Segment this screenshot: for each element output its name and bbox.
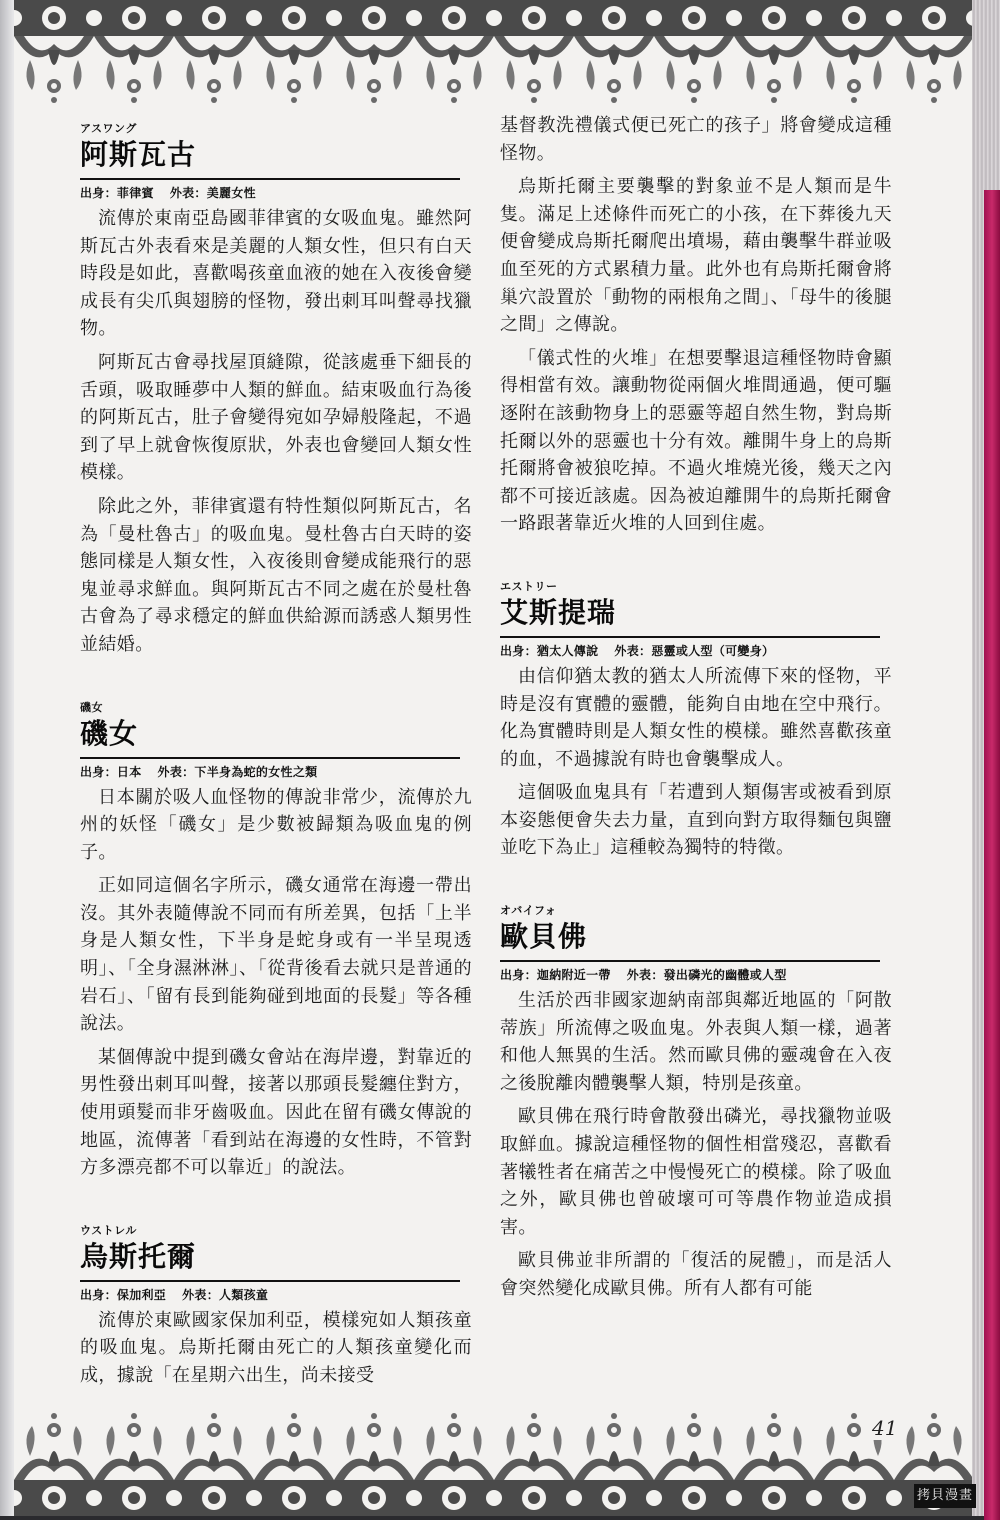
paragraph: 流傳於東南亞島國菲律賓的女吸血鬼。雖然阿斯瓦古外表看來是美麗的人類女性，但只有白天時段是如此，喜歡喝孩童血液的她在入夜後會變成長有尖爪與翅膀的怪物，發出刺耳叫聲尋找獵物。 xyxy=(80,208,472,340)
entry-meta: 出身：迦納附近一帶 外表：發出磷光的幽體或人型 xyxy=(500,968,787,983)
entry-meta: 出身：菲律賓 外表：美麗女性 xyxy=(80,186,256,200)
entry-title: 磯女 xyxy=(80,716,139,750)
entry-isonna xyxy=(80,699,472,1182)
paragraph: 除此之外，菲律賓還有特性類似阿斯瓦古，名為「曼杜魯古」的吸血鬼。曼杜魯古白天時的姿態同樣是人類女性，入夜後則會變成能飛行的惡鬼並尋求鮮血。與阿斯瓦古不同之處在於曼杜魯古會為了尋求穩定的鮮血供給源而誘惑人類男性並結婚。 xyxy=(80,495,472,655)
entry-estrie xyxy=(500,578,892,862)
paragraph: 歐貝佛並非所謂的「復活的屍體」，而是活人會突然變化成歐貝佛。所有人都有可能 xyxy=(500,1250,892,1299)
entry-aswang xyxy=(80,120,472,659)
entry-title: 歐貝佛 xyxy=(500,920,588,954)
appearance-value: 美麗女性 xyxy=(206,186,256,200)
entry-kana: オバイフォ xyxy=(500,904,557,918)
title-rule xyxy=(80,1280,460,1282)
paragraph: 生活於西非國家迦納南部與鄰近地區的「阿散蒂族」所流傳之吸血鬼。外表與人類一樣，過著和他人無異的生活。然而歐貝佛的靈魂會在入夜之後脫離肉體襲擊人類，特別是孩童。 xyxy=(500,990,892,1094)
entry-title: 烏斯托爾 xyxy=(80,1239,197,1273)
origin-value: 日本 xyxy=(116,764,142,779)
title-rule xyxy=(500,960,880,962)
paragraph: 「儀式性的火堆」在想要擊退這種怪物時會顯得相當有效。讓動物從兩個火堆間通過，便可驅逐附在該動物身上的惡靈等超自然生物，對烏斯托爾以外的惡靈也十分有效。離開牛身上的烏斯托爾將會被狼吃掉。不過火堆燒光後，幾天之內都不可接近該處。因為被迫離開牛的烏斯托爾會一路跟著靠近火堆的人回到住處。 xyxy=(500,347,892,535)
title-rule xyxy=(500,636,880,638)
left-column xyxy=(80,120,472,1390)
entry-obayifo xyxy=(500,902,892,1303)
entry-title: 艾斯提瑞 xyxy=(500,595,617,629)
entry-kana: 磯女 xyxy=(80,700,103,714)
paragraph: 日本關於吸人血怪物的傳說非常少，流傳於九州的妖怪「磯女」是少數被歸類為吸血鬼的例子。 xyxy=(80,786,472,863)
paragraph: 流傳於東歐國家保加利亞，模樣宛如人類孩童的吸血鬼。烏斯托爾由死亡的人類孩童變化而成，據說「在星期六出生，尚未接受 xyxy=(80,1309,472,1386)
origin-value: 保加利亞 xyxy=(116,1287,167,1302)
entry-kana: エストリー xyxy=(500,579,558,593)
paragraph: 由信仰猶太教的猶太人所流傳下來的怪物，平時是沒有實體的靈體，能夠自由地在空中飛行。化為實體時則是人類女性的模樣。雖然喜歡孩童的血，不過據說有時也會襲擊成人。 xyxy=(500,665,892,770)
entry-ustrel-continued xyxy=(500,112,892,538)
entry-kana: アスワング xyxy=(80,122,137,135)
paragraph: 正如同這個名字所示，磯女通常在海邊一帶出沒。其外表隨傳說不同而有所差異，包括「上半身是人類女性，下半身是蛇身或有一半呈現透明」、「全身濕淋淋」、「從背後看去就只是普通的岩石」、「留有長到能夠碰到地面的長髮」等各種說法。 xyxy=(80,875,472,1035)
paragraph: 這個吸血鬼具有「若遭到人類傷害或被看到原本姿態便會失去力量，直到向對方取得麵包與鹽並吃下為止」這種較為獨特的特徵。 xyxy=(500,782,892,859)
paragraph: 某個傳說中提到磯女會站在海岸邊，對靠近的男性發出刺耳叫聲，接著以那頭長髮纏住對方，使用頭髮而非牙齒吸血。因此在留有磯女傳說的地區，流傳著「看到站在海邊的女性時，不管對方多漂亮都不可以靠近」的說法。 xyxy=(80,1046,472,1179)
bottom-lace-border xyxy=(14,1404,972,1516)
adjacent-cover xyxy=(984,190,1000,1520)
paragraph: 歐貝佛在飛行時會散發出磷光，尋找獵物並吸取鮮血。據說這種怪物的個性相當殘忍，喜歡看著犧牲者在痛苦之中慢慢死亡的模樣。除了吸血之外，歐貝佛也曾破壞可可等農作物並造成損害。 xyxy=(500,1106,892,1238)
page-number: 41 xyxy=(868,1416,901,1440)
entry-kana: ウストレル xyxy=(80,1223,137,1237)
entry-ustrel xyxy=(80,1222,472,1390)
entry-title: 阿斯瓦古 xyxy=(80,138,197,171)
origin-value: 迦納附近一帶 xyxy=(536,968,611,983)
paragraph: 烏斯托爾主要襲擊的對象並不是人類而是牛隻。滿足上述條件而死亡的小孩，在下葬後九天便會變成烏斯托爾爬出墳場，藉由襲擊牛群並吸血至死的方式累積力量。此外也有烏斯托爾會將巢穴設置於「動物的兩根角之間」、「母牛的後腿之間」之傳說。 xyxy=(500,176,892,336)
appearance-value: 人類孩童 xyxy=(219,1287,269,1302)
page-edge xyxy=(972,0,1000,1516)
origin-value: 猶太人傳說 xyxy=(536,643,599,658)
appearance-value: 發出磷光的幽體或人型 xyxy=(663,968,787,983)
paragraph: 阿斯瓦古會尋找屋頂縫隙，從該處垂下細長的舌頭，吸取睡夢中人類的鮮血。結束吸血行為後的阿斯瓦古，肚子會變得宛如孕婦般隆起，不過到了早上就會恢復原狀，外表也會變回人類女性模樣。 xyxy=(80,351,472,484)
top-lace-border xyxy=(14,0,972,110)
entry-meta: 出身：日本 外表：下半身為蛇的女性之類 xyxy=(80,764,318,779)
appearance-value: 惡靈或人型（可變身） xyxy=(651,643,775,658)
title-rule xyxy=(80,757,460,759)
title-rule xyxy=(80,178,460,180)
right-column xyxy=(500,112,892,1303)
origin-value: 菲律賓 xyxy=(116,186,154,200)
paragraph: 基督教洗禮儀式便已死亡的孩子」將會變成這種怪物。 xyxy=(500,115,892,164)
entry-meta: 出身：猶太人傳說 外表：惡靈或人型（可變身） xyxy=(500,643,775,658)
appearance-value: 下半身為蛇的女性之類 xyxy=(194,764,318,779)
watermark: 拷貝漫畫 xyxy=(914,1484,976,1508)
entry-meta: 出身：保加利亞 外表：人類孩童 xyxy=(80,1287,269,1302)
